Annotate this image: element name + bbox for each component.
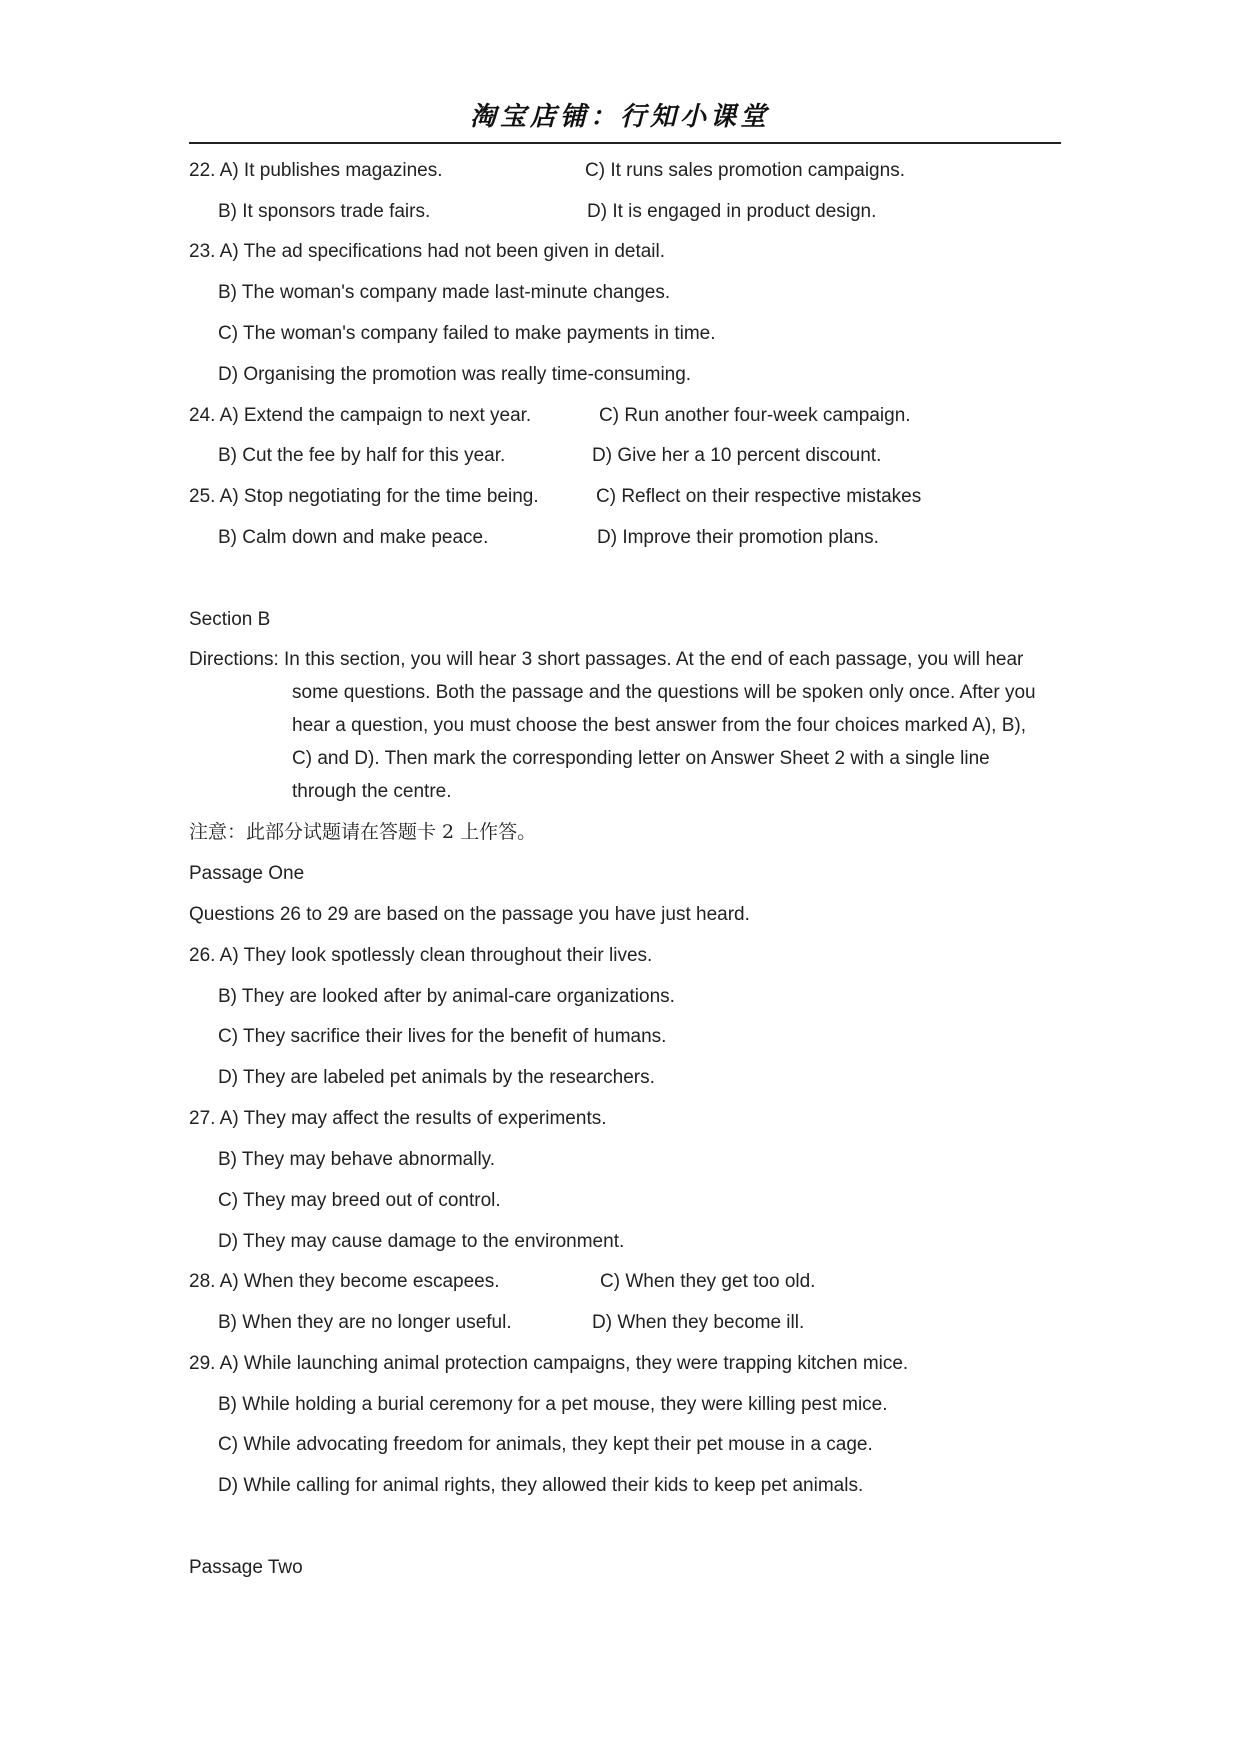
q22-option-c: C) It runs sales promotion campaigns. — [585, 160, 905, 181]
q26-option-d: D) They are labeled pet animals by the researchers. — [218, 1067, 655, 1088]
q24-option-c: C) Run another four-week campaign. — [599, 405, 911, 426]
directions-line-2: some questions. Both the passage and the questions will be spoken only once. After you — [292, 682, 1036, 703]
passage-one-heading: Passage One — [189, 863, 305, 884]
q23-option-d: D) Organising the promotion was really time-consuming. — [218, 364, 692, 385]
q25-option-c: C) Reflect on their respective mistakes — [596, 486, 922, 507]
q28-option-d: D) When they become ill. — [592, 1312, 805, 1333]
q24-option-a: 24. A) Extend the campaign to next year. — [189, 405, 532, 426]
q24-option-d: D) Give her a 10 percent discount. — [592, 445, 882, 466]
q27-option-d: D) They may cause damage to the environment. — [218, 1231, 625, 1252]
directions-line-1: Directions: In this section, you will hear 3 short passages. At the end of each passage, you will hear — [189, 649, 1024, 670]
q26-option-c: C) They sacrifice their lives for the benefit of humans. — [218, 1026, 667, 1047]
directions-line-5: through the centre. — [292, 781, 452, 802]
q22-option-b: B) It sponsors trade fairs. — [218, 201, 431, 222]
q28-option-c: C) When they get too old. — [600, 1271, 816, 1292]
section-b-heading: Section B — [189, 609, 271, 630]
q25-option-b: B) Calm down and make peace. — [218, 527, 489, 548]
directions-line-3: hear a question, you must choose the best answer from the four choices marked A), B), — [292, 715, 1026, 736]
answer-sheet-note: 注意：此部分试题请在答题卡 2 上作答。 — [189, 821, 537, 843]
q27-option-a: 27. A) They may affect the results of experiments. — [189, 1108, 607, 1129]
passage-two-heading: Passage Two — [189, 1557, 303, 1578]
page-header-title: 淘宝店铺：行知小课堂 — [469, 101, 770, 131]
q27-option-b: B) They may behave abnormally. — [218, 1149, 496, 1170]
q29-option-b: B) While holding a burial ceremony for a pet mouse, they were killing pest mice. — [218, 1394, 888, 1415]
header-divider — [189, 142, 1061, 144]
q22-option-d: D) It is engaged in product design. — [587, 201, 877, 222]
q27-option-c: C) They may breed out of control. — [218, 1190, 501, 1211]
q29-option-c: C) While advocating freedom for animals, they kept their pet mouse in a cage. — [218, 1434, 873, 1455]
q26-option-a: 26. A) They look spotlessly clean throughout their lives. — [189, 945, 653, 966]
q26-option-b: B) They are looked after by animal-care organizations. — [218, 986, 675, 1007]
directions-line-4: C) and D). Then mark the corresponding letter on Answer Sheet 2 with a single line — [292, 748, 990, 769]
passage-one-intro: Questions 26 to 29 are based on the passage you have just heard. — [189, 904, 750, 925]
q28-option-b: B) When they are no longer useful. — [218, 1312, 512, 1333]
q24-option-b: B) Cut the fee by half for this year. — [218, 445, 506, 466]
q23-option-a: 23. A) The ad specifications had not been given in detail. — [189, 241, 666, 262]
q25-option-d: D) Improve their promotion plans. — [597, 527, 879, 548]
q23-option-b: B) The woman's company made last-minute changes. — [218, 282, 671, 303]
q22-option-a: 22. A) It publishes magazines. — [189, 160, 443, 181]
q23-option-c: C) The woman's company failed to make payments in time. — [218, 323, 716, 344]
q25-option-a: 25. A) Stop negotiating for the time being. — [189, 486, 539, 507]
q29-option-a: 29. A) While launching animal protection campaigns, they were trapping kitchen mice. — [189, 1353, 909, 1374]
q29-option-d: D) While calling for animal rights, they allowed their kids to keep pet animals. — [218, 1475, 864, 1496]
q28-option-a: 28. A) When they become escapees. — [189, 1271, 500, 1292]
